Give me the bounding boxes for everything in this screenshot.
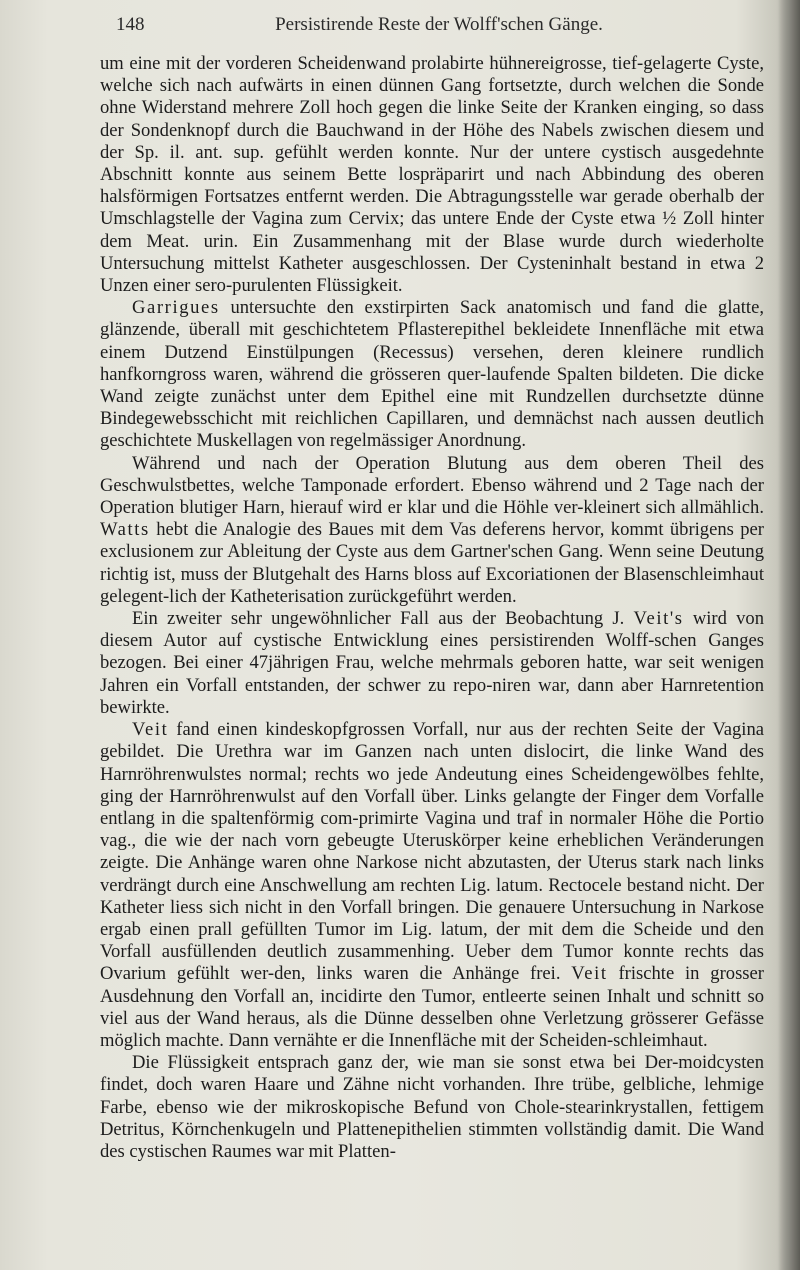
page-header	[116, 14, 762, 44]
paragraph	[100, 1052, 764, 1163]
paragraph-text: wird von diesem Autor auf cystische Entwicklung eines persistirenden Wolff-schen Ganges bezogen. Bei einer 47jährigen Frau, welche mehrmals geboren hatte, war seit wenigen Jahren ein Vorfall entstanden, der schwer zu repo-niren war, dann aber Harnretention bewirkte.	[100, 608, 765, 718]
paragraph-text: hebt die Analogie des Baues mit dem Vas deferens hervor, kommt übrigens per exclusionem zur Ableitung der Cyste aus dem Gartner'schen Gang. Wenn seine Deutung richtig ist, muss der Blutgehalt des Harns bloss auf Excoriationen der Blasenschleimhaut gelegent-lich der Katheterisation zurückgeführt werden.	[100, 519, 764, 607]
author-name: Veit	[571, 963, 608, 985]
page-number: 148	[116, 14, 145, 35]
paragraph-text: untersuchte den exstirpirten Sack anatomisch und fand die glatte, glänzende, überall mit geschichtetem Pflasterepithel bekleidete Innenfläche mit etwa einem Dutzend Einstülpungen (Recessus) versehen, deren kleinere rundlich hanfkorngross waren, während die grösseren quer-laufende Spalten bildeten. Die dicke Wand zeigte zunächst unter dem Epithel eine mit Rundzellen durchsetzte dünne Bindegewebsschicht mit reichlichen Capillaren, und demnächst nach aussen deutlich geschichtete Muskellagen von regelmässiger Anordnung.	[100, 297, 764, 452]
author-name: Garrigues	[132, 297, 220, 319]
author-name: Veit	[132, 719, 169, 741]
paragraph-text: Die Flüssigkeit entsprach ganz der, wie man sie sonst etwa bei Der-moidcysten findet, doch waren Haare und Zähne nicht vorhanden. Ihre trübe, gelbliche, lehmige Farbe, ebenso wie der mikroskopische Befund von Chole-stearinkrystallen, fettigem Detritus, Körnchenkugeln und Plattenepithelien stimmten vollständig damit. Die Wand des cystischen Raumes war mit Platten-	[100, 1052, 764, 1162]
paragraph-text: frischte in grosser Ausdehnung den Vorfall an, incidirte den Tumor, entleerte seinen Inhalt und schnitt so viel aus der Wand heraus, als die Dünne desselben ohne Verletzung grösserer Gefässe möglich machte. Dann vernähte er die Innenfläche mit der Scheiden-schleimhaut.	[100, 963, 764, 1051]
author-name: Watts	[100, 519, 150, 541]
paragraph-text: fand einen kindeskopfgrossen Vorfall, nur aus der rechten Seite der Vagina gebildet. Die Urethra war im Ganzen nach unten dislocirt, die linke Wand des Harnröhrenwulstes normal; rechts wo jede Andeutung eines Scheidengewölbes fehlte, ging der Harnröhrenwulst auf den Vorfall über. Links gelangte der Finger dem Vorfalle entlang in die spaltenförmig com-primirte Vagina und traf in normaler Höhe die Portio vag., die wie der nach vorn gebeugte Uteruskörper keine erheblichen Veränderungen zeigte. Die Anhänge waren ohne Narkose nicht abzutasten, der Uterus stark nach links verdrängt durch eine Anschwellung am rechten Lig. latum. Rectocele bestand nicht. Der Katheter liess sich nicht in den Vorfall bringen. Die genauere Untersuchung in Narkose ergab einen prall gefüllten Tumor im Lig. latum, der mit dem die Scheide und den Vorfall ausfüllenden deutlich zusammenhing. Ueber dem Tumor konnte rechts das Ovarium gefühlt wer-den, links waren die Anhänge frei.	[100, 719, 764, 985]
paragraph	[100, 608, 764, 719]
paragraph	[100, 53, 764, 297]
paragraph	[100, 297, 764, 452]
paragraph-text: Ein zweiter sehr ungewöhnlicher Fall aus der Beobachtung J.	[132, 608, 634, 630]
paragraph	[100, 719, 764, 1052]
paragraph-text: um eine mit der vorderen Scheidenwand prolabirte hühnereigrosse, tief-gelagerte Cyste, welche sich nach aufwärts in einen dünnen Gang fortsetzte, durch welchen die Sonde ohne Widerstand mehrere Zoll hoch gegen die linke Seite der Kranken einging, so dass der Sondenknopf durch die Bauchwand in der Höhe des Nabels zwischen diesem und der Sp. il. ant. sup. gefühlt werden konnte. Nur der untere cystisch ausgedehnte Abschnitt konnte aus seinem Bette lospräparirt und nach Abbindung des oberen halsförmigen Fortsatzes entfernt werden. Die Abtragungsstelle war gerade oberhalb der Umschlagstelle der Vagina zum Cervix; das untere Ende der Cyste etwa ½ Zoll hinter dem Meat. urin. Ein Zusammenhang mit der Blase wurde durch wiederholte Untersuchung mittelst Katheter ausgeschlossen. Der Cysteninhalt bestand in etwa 2 Unzen einer sero-purulenten Flüssigkeit.	[100, 53, 764, 297]
paragraph	[100, 453, 764, 608]
body-text	[100, 53, 764, 1163]
author-name: Veit's	[633, 608, 684, 630]
paragraph-text: Während und nach der Operation Blutung aus dem oberen Theil des Geschwulstbettes, welche Tamponade erfordert. Ebenso während und 2 Tage nach der Operation blutiger Harn, hierauf wird er klar und die Höhle ver-kleinert sich allmählich.	[100, 452, 764, 519]
page-edge-shadow	[778, 0, 800, 1270]
running-title: Persistirende Reste der Wolff'schen Gänge.	[275, 14, 603, 35]
